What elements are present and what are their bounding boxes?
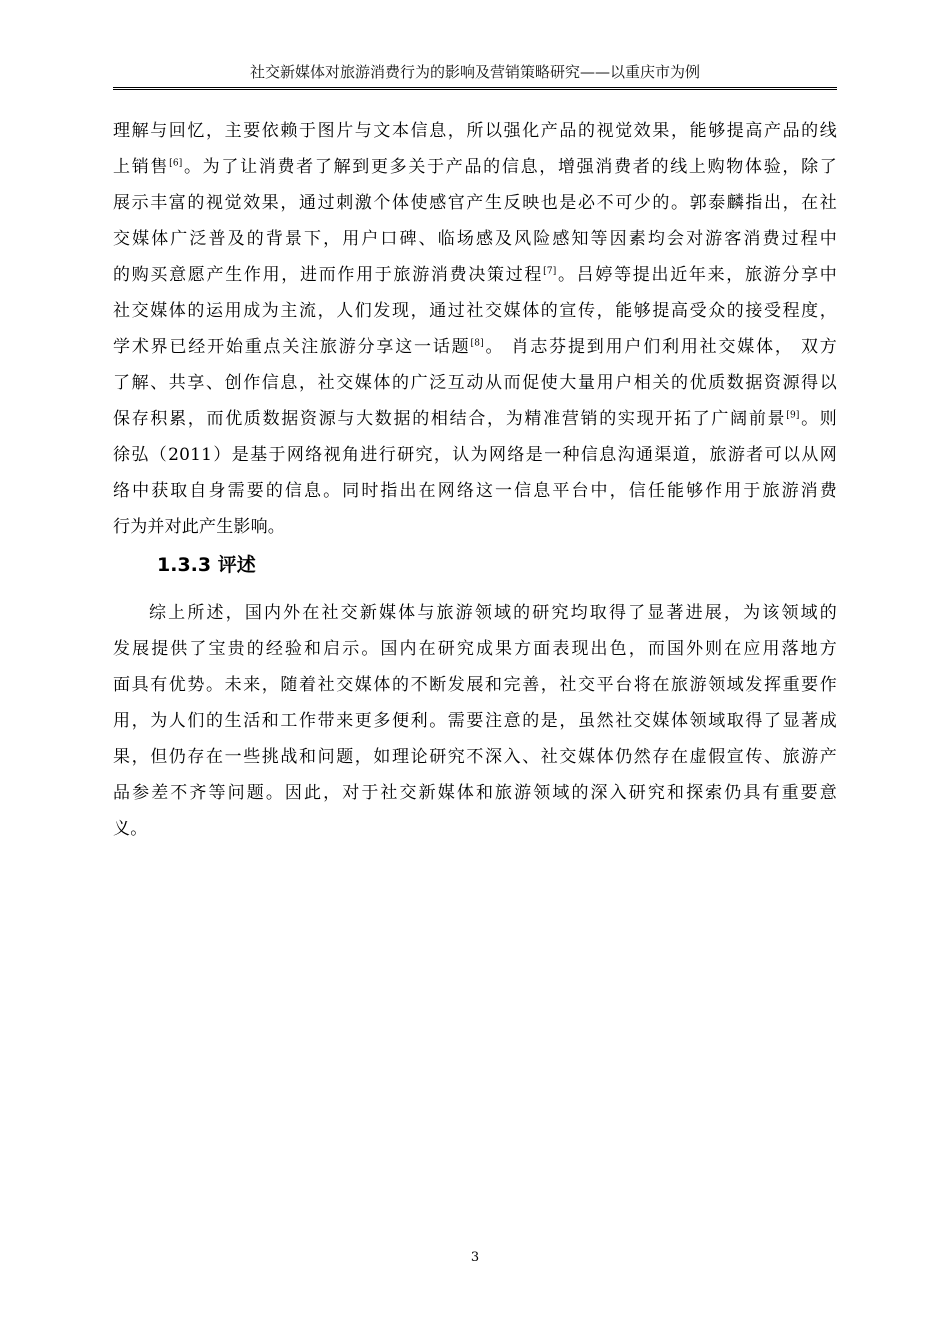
citation-ref: [7] [543, 266, 557, 277]
text-line: 络中获取自身需要的信息。同时指出在网络这一信息平台中，信任能够作用于旅游消费 [113, 481, 837, 501]
text-line: 了解、共享、创作信息，社交媒体的广泛互动从而促使大量用户相关的优质数据资源得以 [113, 373, 837, 393]
running-header-title: 社交新媒体对旅游消费行为的影响及营销策略研究——以重庆市为例 [249, 63, 700, 81]
text-line: 上销售[6]。为了让消费者了解到更多关于产品的信息，增强消费者的线上购物体验，除了 [113, 157, 837, 177]
text-line: 行为并对此产生影响。 [113, 517, 285, 537]
text-line: 徐弘（2011）是基于网络视角进行研究，认为网络是一种信息沟通渠道，旅游者可以从网 [113, 445, 837, 465]
citation-ref: [6] [169, 158, 183, 169]
citation-ref: [9] [786, 410, 800, 421]
text-line: 综上所述，国内外在社交新媒体与旅游领域的研究均取得了显著进展，为该领域的 [149, 603, 837, 623]
text-line: 用，为人们的生活和工作带来更多便利。需要注意的是，虽然社交媒体领域取得了显著成 [113, 711, 837, 731]
text-line: 展示丰富的视觉效果，通过刺激个体使感官产生反映也是必不可少的。郭泰麟指出，在社 [113, 193, 837, 213]
text-line: 面具有优势。未来，随着社交媒体的不断发展和完善，社交平台将在旅游领域发挥重要作 [113, 675, 837, 695]
text-line: 果，但仍存在一些挑战和问题，如理论研究不深入、社交媒体仍然存在虚假宣传、旅游产 [113, 747, 837, 767]
text-line: 的购买意愿产生作用，进而作用于旅游消费决策过程[7]。吕婷等提出近年来，旅游分享中 [113, 265, 837, 285]
body-paragraph-2 [113, 595, 837, 847]
page-number: 3 [470, 1250, 480, 1265]
citation-ref: [8] [470, 338, 484, 349]
header-divider [113, 87, 837, 90]
text-line: 保存积累，而优质数据资源与大数据的相结合，为精准营销的实现开拓了广阔前景[9]。则 [113, 409, 837, 429]
text-line: 义。 [113, 819, 148, 839]
text-line: 学术界已经开始重点关注旅游分享这一话题[8]。 肖志芬提到用户们利用社交媒体， 双方 [113, 337, 837, 357]
body-paragraph-1 [113, 113, 837, 545]
text-line: 品参差不齐等问题。因此，对于社交新媒体和旅游领域的深入研究和探索仍具有重要意 [113, 783, 837, 803]
text-line: 理解与回忆，主要依赖于图片与文本信息，所以强化产品的视觉效果，能够提高产品的线 [113, 121, 837, 141]
text-line: 发展提供了宝贵的经验和启示。国内在研究成果方面表现出色，而国外则在应用落地方 [113, 639, 837, 659]
section-heading: 1.3.3 评述 [157, 554, 256, 576]
text-line: 交媒体广泛普及的背景下，用户口碑、临场感及风险感知等因素均会对游客消费过程中 [113, 229, 837, 249]
text-line: 社交媒体的运用成为主流，人们发现，通过社交媒体的宣传，能够提高受众的接受程度， [113, 301, 837, 321]
